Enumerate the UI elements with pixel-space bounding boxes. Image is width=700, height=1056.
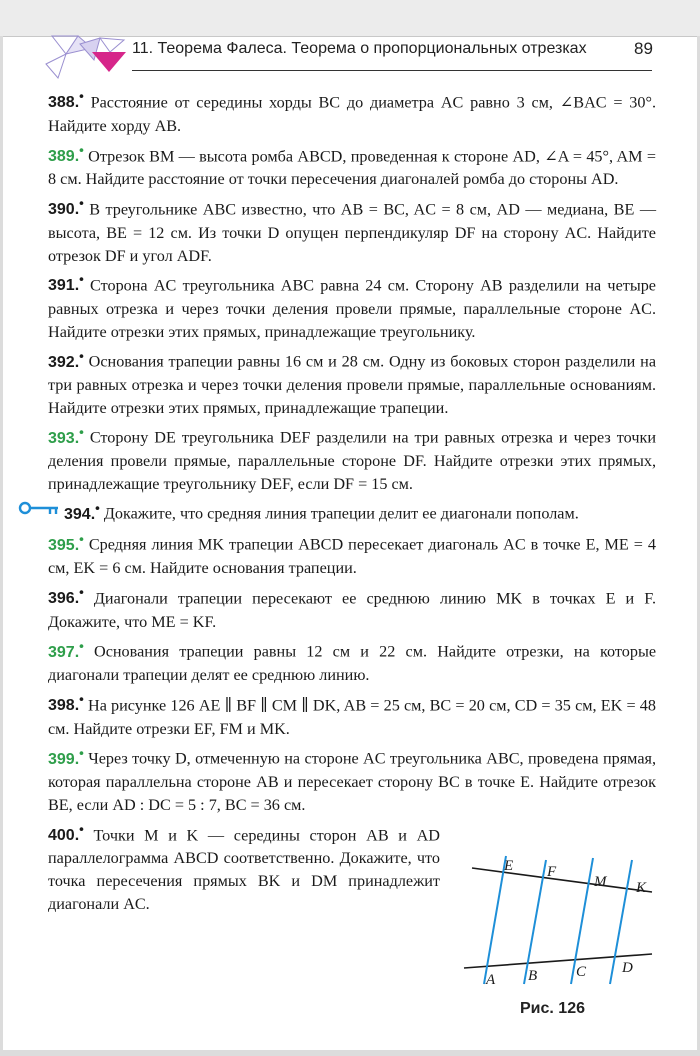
viewer-left-border bbox=[0, 36, 3, 1056]
problem-number: 389.• bbox=[48, 142, 84, 165]
problem-394 bbox=[48, 497, 656, 526]
problem-text: Средняя линия MK трапеции ABCD пересекает диагональ AC в точке E, ME = 4 см, EK = 6 см. Найдите основания трапеции. bbox=[48, 535, 657, 578]
page-number: 89 bbox=[634, 39, 653, 58]
problem-text: Через точку D, отмеченную на стороне AC треугольника ABC, проведена прямая, которая параллельна стороне AB и пересекает сторону BC в точке E. Найдите отрезок BE, если AD : DC = 5 : 7, BC = 36 см. bbox=[48, 749, 656, 814]
figure-caption: Рис. 126 bbox=[520, 1000, 585, 1017]
problem-395 bbox=[48, 528, 656, 580]
label-D: D bbox=[622, 960, 633, 976]
problem-number: 398.• bbox=[48, 691, 84, 715]
problem-text: Отрезок BM — высота ромба ABCD, проведенная к стороне AD, ∠A = 45°, AM = 8 см. Найдите расстояние от точки пересечения диагоналей ромба до стороны AD. bbox=[48, 146, 656, 189]
problem-number: 395.• bbox=[48, 531, 84, 554]
problem-text: Диагонали трапеции пересекают ее среднюю линию MK в точках E и F. Докажите, что ME = KF. bbox=[48, 589, 656, 631]
problem-text: В треугольнике ABC известно, что AB = BC, AC = 8 см, AD — медиана, BE — высота, BE = 12 см. Из точки D опущен перпендикуляр DF на сторону AC. Найдите отрезок DF и угол ADF. bbox=[48, 200, 657, 265]
problem-398 bbox=[48, 689, 656, 741]
problem-number: 394.• bbox=[64, 500, 100, 523]
label-B: B bbox=[528, 968, 538, 984]
problem-number: 393.• bbox=[48, 424, 84, 447]
problem-text: Расстояние от середины хорды BC до диаметра AC равно 3 см, ∠BAC = 30°. Найдите хорду AB. bbox=[48, 93, 657, 135]
problem-399 bbox=[48, 742, 656, 816]
key-icon bbox=[18, 501, 62, 515]
label-A: A bbox=[486, 972, 496, 988]
problem-text: Основания трапеции равны 16 см и 28 см. Одну из боковых сторон разделили на три равных отрезка и через точки деления провели прямые, параллельные основаниям. Найдите отрезки этих прямых, принадлежащие трапеции. bbox=[48, 352, 657, 417]
problem-397 bbox=[48, 635, 656, 687]
problem-number: 391.• bbox=[48, 272, 84, 295]
problem-text: На рисунке 126 AE ∥ BF ∥ CM ∥ DK, AB = 25 см, BC = 20 см, CD = 35 см, EK = 48 см. Найдите отрезки EF, FM и MK. bbox=[48, 696, 656, 738]
problem-number: 400.• bbox=[48, 821, 84, 844]
problem-389 bbox=[48, 140, 656, 192]
problem-391 bbox=[48, 269, 656, 343]
figure-126 bbox=[458, 850, 658, 990]
problem-number: 399.• bbox=[48, 745, 84, 768]
problem-390 bbox=[48, 193, 656, 267]
problem-text: Сторону DE треугольника DEF разделили на три равных отрезка и через точки деления провели прямые, параллельные стороне DF. Найдите отрезки этих прямых, принадлежащие треугольнику DEF, если DF = 15 см. bbox=[48, 428, 656, 493]
problem-388 bbox=[48, 86, 656, 138]
viewer-bottom-border bbox=[0, 1050, 700, 1056]
viewer-top-bar bbox=[0, 0, 700, 37]
line-EK bbox=[472, 868, 652, 892]
label-E: E bbox=[504, 858, 514, 874]
problem-393 bbox=[48, 421, 656, 495]
problem-text: Точки M и K — середины сторон AB и AD параллелограмма ABCD соответственно. Докажите, что точка пересечения прямых BK и DM принадлежит диагонали AC. bbox=[48, 825, 440, 913]
problem-number: 392.• bbox=[48, 348, 84, 371]
parallel-line-BF bbox=[524, 860, 546, 984]
problem-400 bbox=[48, 819, 440, 916]
problem-number: 390.• bbox=[48, 196, 84, 219]
header-decoration-icon bbox=[44, 34, 134, 86]
label-F: F bbox=[547, 864, 557, 880]
problem-number: 396.• bbox=[48, 584, 84, 608]
problem-text: Основания трапеции равны 12 см и 22 см. Найдите отрезки, на которые диагонали трапеции делят ее среднюю линию. bbox=[48, 642, 656, 685]
problem-text: Сторона AC треугольника ABC равна 24 см. Сторону AB разделили на четыре равных отрезка и через точки деления провели прямые, параллельные стороне AC. Найдите отрезки этих прямых, принадлежащие треугольнику. bbox=[48, 276, 656, 341]
problem-list bbox=[48, 86, 656, 917]
label-M: M bbox=[594, 874, 607, 890]
problem-392 bbox=[48, 345, 656, 419]
problem-number: 388.• bbox=[48, 89, 84, 112]
label-C: C bbox=[576, 964, 587, 980]
problem-number: 397.• bbox=[48, 638, 84, 661]
running-header-title: 11. Теорема Фалеса. Теорема о пропорциональных отрезках bbox=[132, 40, 587, 57]
problem-396 bbox=[48, 582, 656, 634]
label-K: K bbox=[636, 880, 647, 896]
header-rule bbox=[132, 70, 652, 71]
problem-text: Докажите, что средняя линия трапеции делит ее диагонали пополам. bbox=[103, 504, 579, 523]
